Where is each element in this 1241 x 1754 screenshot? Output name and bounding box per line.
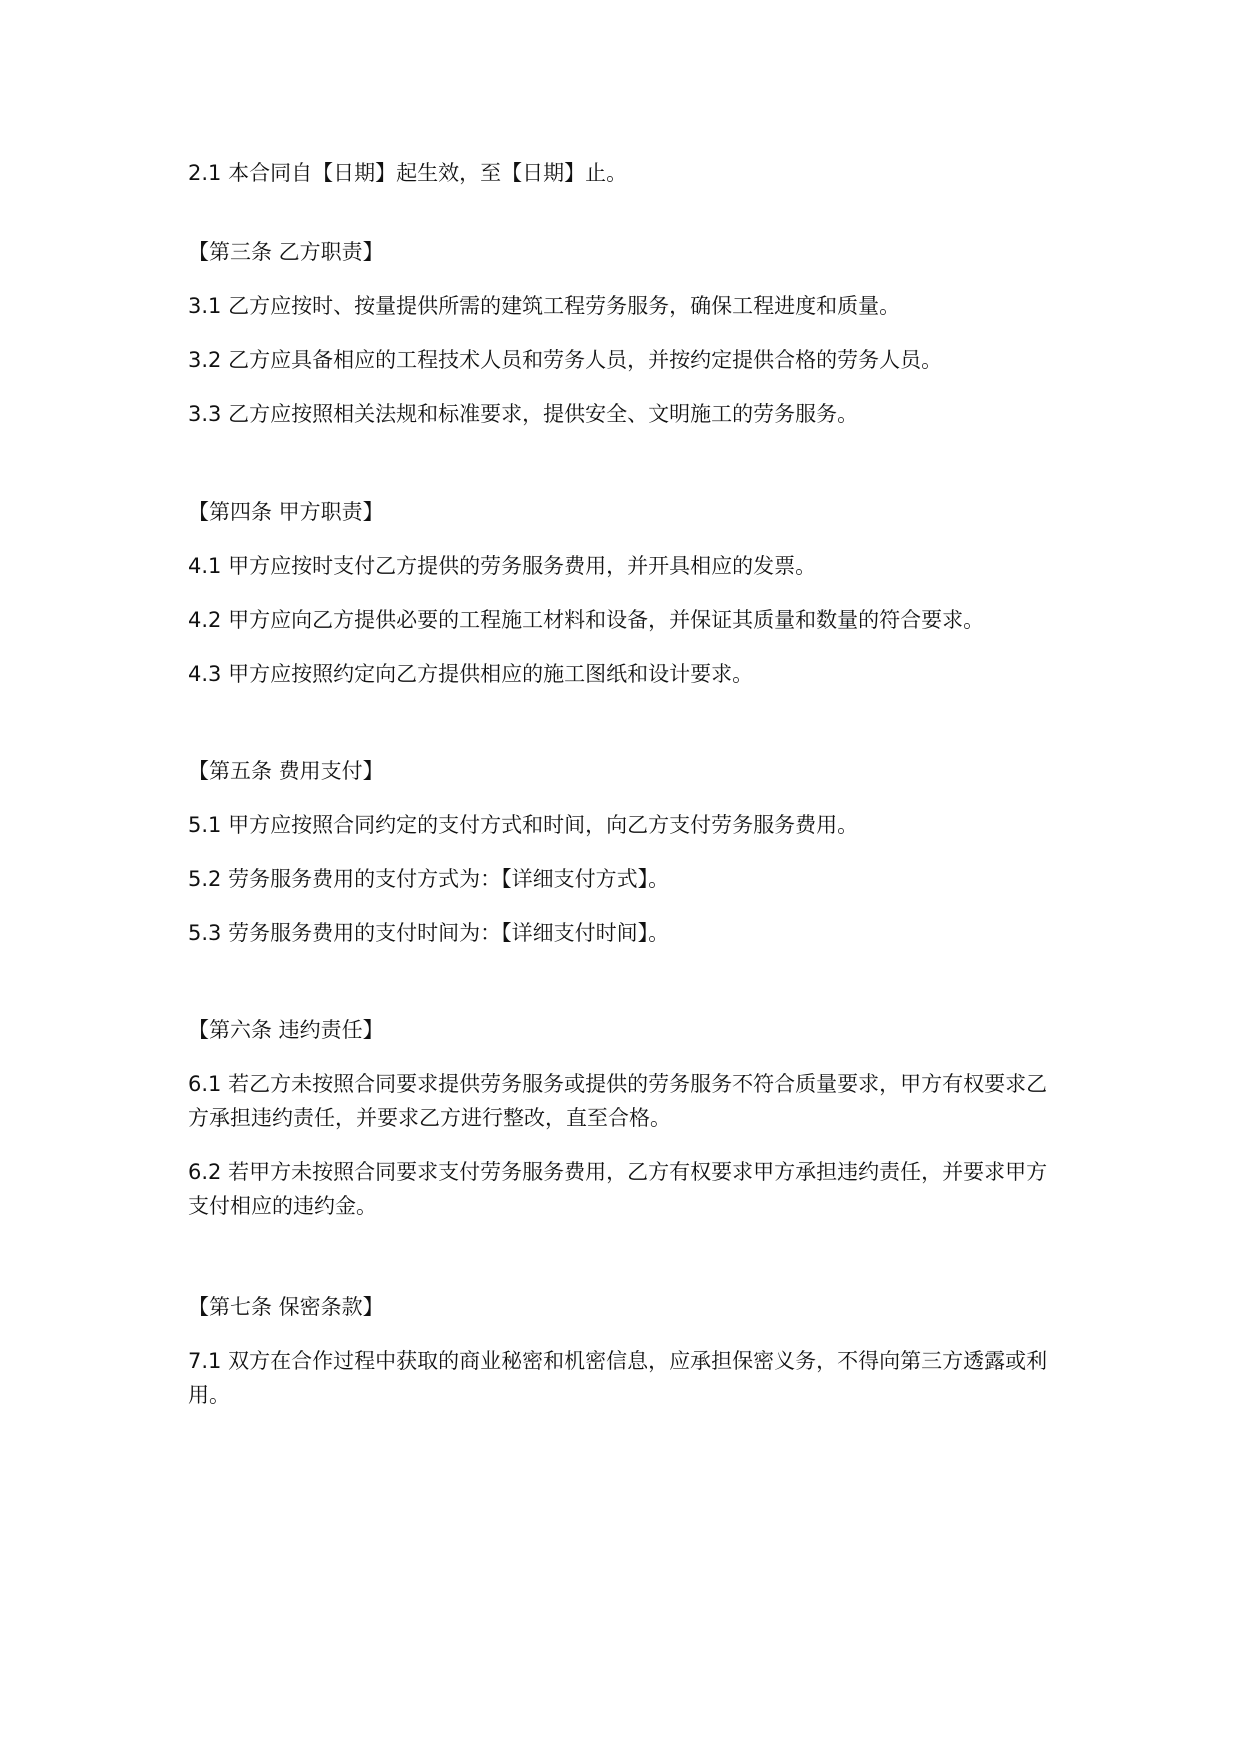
clause-4-2: 4.2 甲方应向乙方提供必要的工程施工材料和设备，并保证其质量和数量的符合要求。 (188, 608, 985, 632)
clause-3-2: 3.2 乙方应具备相应的工程技术人员和劳务人员，并按约定提供合格的劳务人员。 (188, 348, 943, 372)
section-heading: 【第六条 违约责任】 (188, 1018, 384, 1042)
clause-5-2: 5.2 劳务服务费用的支付方式为：【详细支付方式】。 (188, 867, 670, 891)
section-heading: 【第四条 甲方职责】 (188, 500, 384, 524)
section-heading: 【第七条 保密条款】 (188, 1295, 384, 1319)
clause-5-3: 5.3 劳务服务费用的支付时间为：【详细支付时间】。 (188, 921, 670, 945)
clause-5-1: 5.1 甲方应按照合同约定的支付方式和时间，向乙方支付劳务服务费用。 (188, 813, 859, 837)
clause-3-1: 3.1 乙方应按时、按量提供所需的建筑工程劳务服务，确保工程进度和质量。 (188, 294, 901, 318)
clause-6-1: 6.1 若乙方未按照合同要求提供劳务服务或提供的劳务服务不符合质量要求，甲方有权要求乙方承担违约责任，并要求乙方进行整改，直至合格。 (188, 1072, 1048, 1130)
clause-2-1: 2.1 本合同自【日期】起生效，至【日期】止。 (188, 161, 628, 185)
clause-6-2: 6.2 若甲方未按照合同要求支付劳务服务费用，乙方有权要求甲方承担违约责任，并要求甲方支付相应的违约金。 (188, 1160, 1048, 1218)
clause-7-1: 7.1 双方在合作过程中获取的商业秘密和机密信息，应承担保密义务，不得向第三方透露或利用。 (188, 1349, 1048, 1407)
clause-3-3: 3.3 乙方应按照相关法规和标准要求，提供安全、文明施工的劳务服务。 (188, 402, 859, 426)
clause-4-3: 4.3 甲方应按照约定向乙方提供相应的施工图纸和设计要求。 (188, 662, 754, 686)
clause-4-1: 4.1 甲方应按时支付乙方提供的劳务服务费用，并开具相应的发票。 (188, 554, 817, 578)
section-heading: 【第五条 费用支付】 (188, 759, 384, 783)
section-heading: 【第三条 乙方职责】 (188, 240, 384, 264)
